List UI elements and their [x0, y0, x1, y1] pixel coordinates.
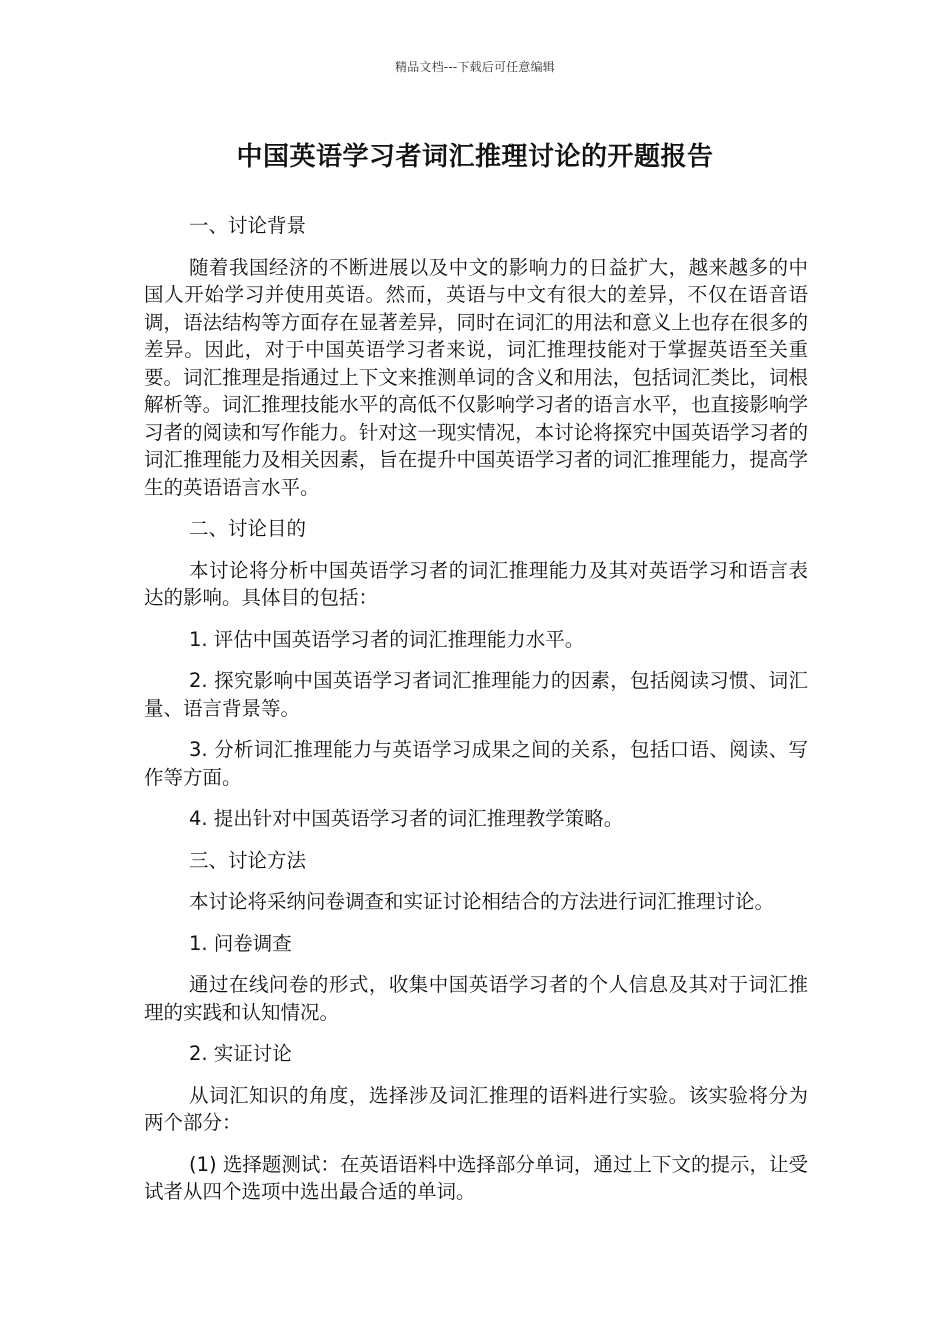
section-heading-purpose: 二、讨论目的 — [189, 517, 307, 540]
paragraph-choice-test: (1) 选择题测试：在英语语料中选择部分单词，通过上下文的提示，让受试者从四个选项中选出最合适的单词。 — [144, 1152, 808, 1203]
document-title: 中国英语学习者词汇推理讨论的开题报告 — [236, 142, 714, 172]
subheading-questionnaire: 1. 问卷调查 — [189, 931, 292, 955]
paragraph-empirical: 从词汇知识的角度，选择涉及词汇推理的语料进行实验。该实验将分为两个部分： — [144, 1083, 808, 1134]
paragraph-background: 随着我国经济的不断进展以及中文的影响力的日益扩大，越来越多的中国人开始学习并使用英语。然而，英语与中文有很大的差异，不仅在语音语调，语法结构等方面存在显著差异，同时在词汇的用法和意义上也存在很多的差异。因此，对于中国英语学习者来说，词汇推理技能对于掌握英语至关重要。词汇推理是指通过上下文来推测单词的含义和用法，包括词汇类比，词根解析等。词汇推理技能水平的高低不仅影响学习者的语言水平，也直接影响学习者的阅读和写作能力。针对这一现实情况，本讨论将探究中国英语学习者的词汇推理能力及相关因素，旨在提升中国英语学习者的词汇推理能力，提高学生的英语语言水平。 — [144, 255, 808, 499]
page-header: 精品文档---下载后可任意编辑 — [395, 60, 555, 74]
paragraph-questionnaire: 通过在线问卷的形式，收集中国英语学习者的个人信息及其对于词汇推理的实践和认知情况。 — [144, 973, 808, 1024]
paragraph-purpose-intro: 本讨论将分析中国英语学习者的词汇推理能力及其对英语学习和语言表达的影响。具体目的包括： — [144, 558, 808, 609]
paragraph-method-intro: 本讨论将采纳问卷调查和实证讨论相结合的方法进行词汇推理讨论。 — [189, 890, 775, 913]
section-heading-background: 一、讨论背景 — [189, 214, 307, 237]
document-body — [144, 212, 808, 1220]
list-item-purpose-2: 2. 探究影响中国英语学习者词汇推理能力的因素，包括阅读习惯、词汇量、语言背景等。 — [144, 669, 808, 720]
list-item-purpose-3: 3. 分析词汇推理能力与英语学习成果之间的关系，包括口语、阅读、写作等方面。 — [144, 738, 808, 789]
section-heading-method: 三、讨论方法 — [189, 848, 307, 872]
subheading-empirical: 2. 实证讨论 — [189, 1042, 292, 1065]
list-item-purpose-1: 1. 评估中国英语学习者的词汇推理能力水平。 — [189, 627, 585, 651]
list-item-purpose-4: 4. 提出针对中国英语学习者的词汇推理教学策略。 — [189, 807, 624, 830]
